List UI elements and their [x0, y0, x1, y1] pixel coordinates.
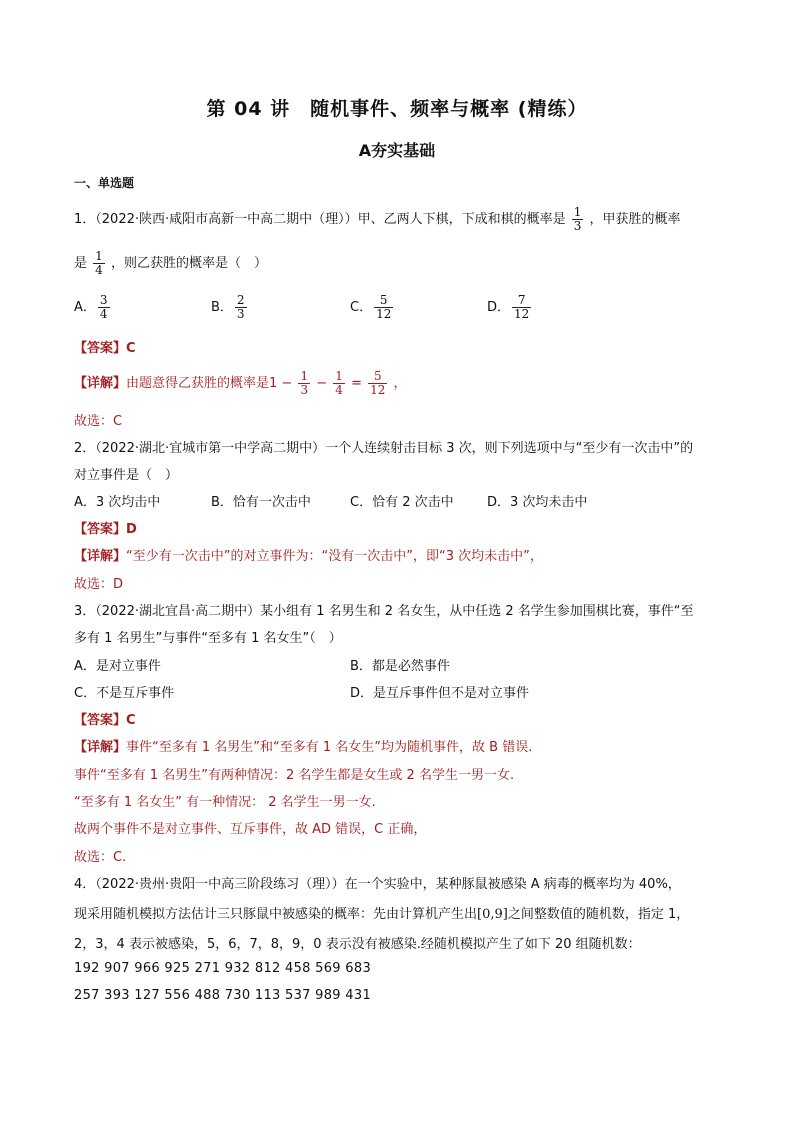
q1-fraction-win: $\frac{1}{4}$ — [95, 249, 103, 278]
q2-detail: 【详解】“至少有一次击中”的对立事件为：“没有一次击中”，即“3 次均未击中”， — [74, 549, 543, 564]
q1-option-a: A． $\frac{3}{4}$ — [74, 293, 108, 322]
q3-choose: 故选：C. — [74, 850, 127, 865]
page-subtitle: A夯实基础 — [358, 141, 436, 160]
q1-detail: 【详解】由题意得乙获胜的概率是1 − $\frac{1}{3}$ − $\frac{1}{4}$ = $\frac{5}{12}$ ， — [74, 369, 407, 398]
q4-interval: [0,9] — [477, 907, 508, 922]
q2-answer: 【答案】D — [74, 522, 137, 537]
q1-option-d: D． $\frac{7}{12}$ — [487, 293, 530, 322]
q2-option-b: B．恰有一次击中 — [211, 495, 311, 510]
section-heading: 一、单选题 — [74, 176, 135, 190]
q1-option-c: C． $\frac{5}{12}$ — [350, 293, 392, 322]
q3-detail-line2: 事件“至多有 1 名男生”有两种情况：2 名学生都是女生或 2 名学生一男一女. — [74, 768, 515, 783]
q2-option-d: D．3 次均未击中 — [487, 495, 588, 510]
q3-option-b: B．都是必然事件 — [350, 659, 450, 674]
q3-detail-line1: 【详解】事件“至多有 1 名男生”和“至多有 1 名女生”均为随机事件，故 B 错误. — [74, 740, 533, 755]
q3-option-d: D．是互斥事件但不是对立事件 — [350, 686, 530, 701]
q1-answer: 【答案】C — [74, 341, 136, 356]
q1-option-b: B． $\frac{2}{3}$ — [211, 293, 245, 322]
q3-stem-line2: 多有 1 名男生”与事件“至多有 1 名女生”（ ） — [74, 631, 342, 646]
q1-choose: 故选：C — [74, 414, 123, 429]
q4-stem-line3: 2，3，4 表示被感染，5，6，7，8，9，0 表示没有被感染.经随机模拟产生了如下 20 组随机数： — [74, 937, 641, 952]
q3-option-c: C．不是互斥事件 — [74, 686, 175, 701]
q3-detail-line4: 故两个事件不是对立事件、互斥事件，故 AD 错误，C 正确， — [74, 822, 427, 837]
q1-fraction-draw: $\frac{1}{3}$ — [573, 205, 582, 234]
q3-detail-line3: “至多有 1 名女生” 有一种情况： 2 名学生一男一女. — [74, 795, 376, 810]
q1-stem-line2: 是 $\frac{1}{4}$ ，则乙获胜的概率是（ ） — [74, 249, 267, 278]
q3-answer: 【答案】C — [74, 713, 136, 728]
q2-option-c: C．恰有 2 次击中 — [350, 495, 454, 510]
q1-stem-line1: 1．（2022·陕西·咸阳市高新一中高二期中（理））甲、乙两人下棋，下成和棋的概率是 $\frac{1}{3}$ ，甲获胜的概率 — [74, 205, 681, 234]
page-title: 第 04 讲 随机事件、频率与概率 (精练） — [206, 98, 588, 120]
q4-stem-line1: 4．（2022·贵州·贵阳一中高三阶段练习（理））在一个实验中，某种豚鼠被感染 A 病毒的概率均为 40%， — [74, 877, 681, 892]
q3-stem-line1: 3．（2022·湖北宜昌·高二期中）某小组有 1 名男生和 2 名女生，从中任选 2 名学生参加围棋比赛，事件“至 — [74, 604, 694, 619]
q2-stem-line1: 2．（2022·湖北·宜城市第一中学高二期中）一个人连续射击目标 3 次，则下列选项中与“至少有一次击中”的 — [74, 441, 694, 456]
q4-stem-line2: 现采用随机模拟方法估计三只豚鼠中被感染的概率：先由计算机产生出[0,9]之间整数值的随机数，指定 1， — [74, 907, 690, 922]
q3-option-a: A．是对立事件 — [74, 659, 161, 674]
q2-choose: 故选：D — [74, 577, 124, 592]
q2-option-a: A．3 次均击中 — [74, 495, 161, 510]
q4-random-row-1: 192 907 966 925 271 932 812 458 569 683 — [74, 961, 372, 976]
q2-stem-line2: 对立事件是（ ） — [74, 468, 179, 483]
q4-random-row-2: 257 393 127 556 488 730 113 537 989 431 — [74, 988, 372, 1003]
